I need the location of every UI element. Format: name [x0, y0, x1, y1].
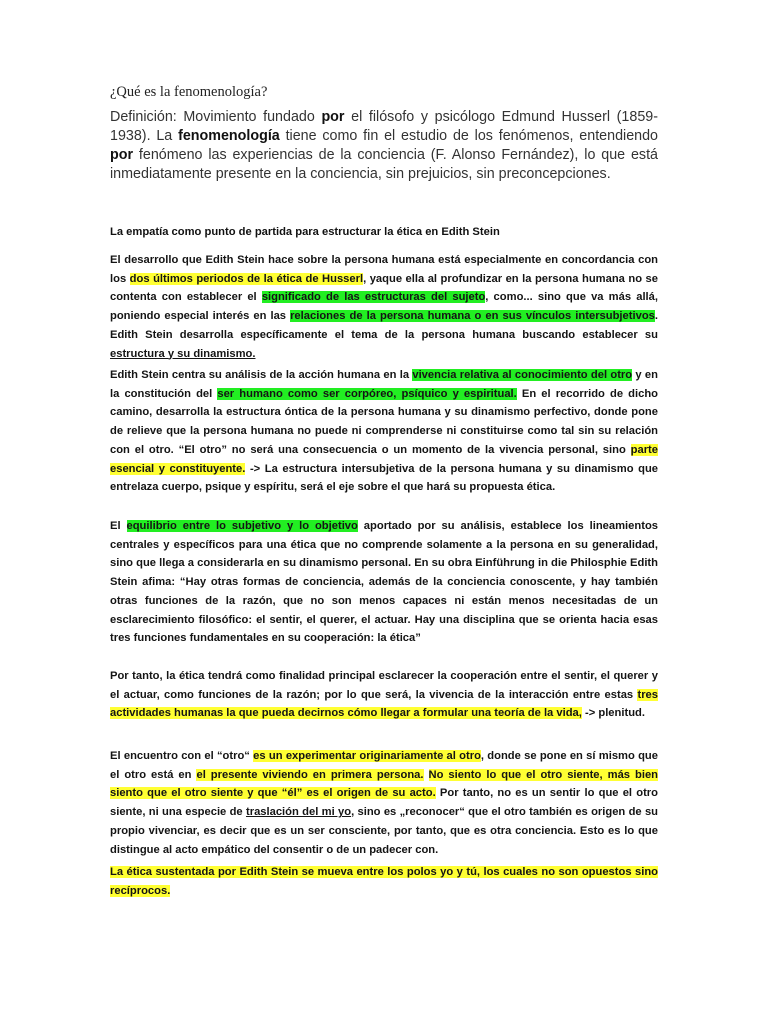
highlight-green: equilibrio entre lo subjetivo y lo objetivo [126, 520, 358, 532]
highlight-green: vivencia relativa al conocimiento del otro [412, 369, 633, 381]
highlight-yellow: parte esencial y constituyente. [110, 443, 658, 475]
paragraph-2: Edith Stein centra su análisis de la acción humana en la vivencia relativa al conocimiento del otro y en la constitución del ser humano como ser corpóreo, psíquico y espiritual. En el recorrido de dicho camino, desarrolla la estructura óntica de la persona humana y su dinamismo perfectivo, donde pone de relieve que la persona humana no puede ni comprenderse ni constituirse como tal sin su relación con el otro. “El otro” no será una consecuencia o un momento de la vivencia personal, sino parte esencial y constituyente. -> La estructura intersubjetiva de la persona humana y su dinamismo que entrelaza cuerpo, psique y espíritu, será el eje sobre el que hará su propuesta ética. [110, 369, 659, 494]
definition-paragraph: Definición: Movimiento fundado por el filósofo y psicólogo Edmund Husserl (1859-1938). La fenomenología tiene como fin el estudio de los fenómenos, entendiendo por fenómeno las experiencias de la conciencia (F. Alonso Fernández), lo que está inmediatamente presente en la conciencia, sin prejuicios, sin preconcepciones. [110, 109, 658, 182]
highlight-yellow: es un experimentar originariamente al otro [253, 750, 481, 762]
underlined-text: estructura y su dinamismo. [110, 347, 256, 360]
highlight-green: ser humano como ser corpóreo, psíquico y espiritual. [217, 387, 517, 400]
highlight-yellow: No siento lo que el otro siente, más bien siento que el otro siente y que “él” es el origen de su acto. [110, 768, 658, 800]
highlight-green: significado de las estructuras del sujeto [261, 291, 486, 304]
section-title: La empatía como punto de partida para estructurar la ética en Edith Stein [110, 226, 500, 238]
paragraph-5: El encuentro con el “otro“ es un experimentar originariamente al otro, donde se pone en sí mismo que el otro está en el presente viviendo en primera persona. No siento lo que el otro siente, más bien siento que el otro siente y que “él” es el origen de su acto. Por tanto, no es un sentir lo que el otro siente, ni una especie de traslación del mi yo, sino es „reconocer“ que el otro también es origen de su propio vivenciar, es decir que es un ser consciente, por tanto, que es otra conciencia. Esto es lo que distingue al acto empático del consentir o de un padecer con. [110, 750, 659, 856]
underlined-text: traslación del mi yo [245, 806, 352, 819]
paragraph-1: El desarrollo que Edith Stein hace sobre la persona humana está especialmente en concordancia con los dos últimos periodos de la ética de Husserl, yaque ella al profundizar en la persona humana no se contenta con establecer el significado de las estructuras del sujeto, como... sino que va más allá, poniendo especial interés en las relaciones de la persona humana o en sus vínculos intersubjetivos. Edith Stein desarrolla específicamente el tema de la persona humana buscando establecer su estructura y su dinamismo. [110, 254, 658, 360]
highlight-yellow: tres actividades humanas la que pueda decirnos cómo llegar a formular una teoría de la vida, [110, 688, 658, 720]
paragraph-6 [110, 863, 658, 900]
paragraph-3: El equilibrio entre lo subjetivo y lo objetivo aportado por su análisis, establece los lineamientos centrales y específicos para una ética que no comprende solamente a la persona en su generalidad, sino que llega a considerarla en su dinamismo personal. En su obra Einführung in die Philosphie Edith Stein afima: “Hay otras formas de conciencia, además de la conciencia conoscente, y hay también otras funciones de la razón, que no son menos capaces ni están menos necesitadas de un esclarecimiento filosófico: el sentir, el querer, el actuar. Hay una disciplina que se orienta hacia esas tres funciones fundamentales en su cooperación: la ética” [110, 520, 658, 645]
highlight-yellow: La ética sustentada por Edith Stein se mueva entre los polos yo y tú, los cuales no son opuestos sino recíprocos. [110, 866, 658, 897]
highlight-green: relaciones de la persona humana o en sus vínculos intersubjetivos [290, 310, 655, 323]
highlight-yellow: el presente viviendo en primera persona. [196, 768, 424, 781]
question-heading: ¿Qué es la fenomenología? [110, 84, 268, 100]
highlight-yellow: dos últimos periodos de la ética de Husserl [129, 272, 364, 285]
paragraph-4: Por tanto, la ética tendrá como finalidad principal esclarecer la cooperación entre el sentir, el querer y el actuar, como funciones de la razón; por lo que será, la vivencia de la interacción entre estas tres actividades humanas la que pueda decirnos cómo llegar a formular una teoría de la vida, -> plenitud. [110, 670, 658, 720]
